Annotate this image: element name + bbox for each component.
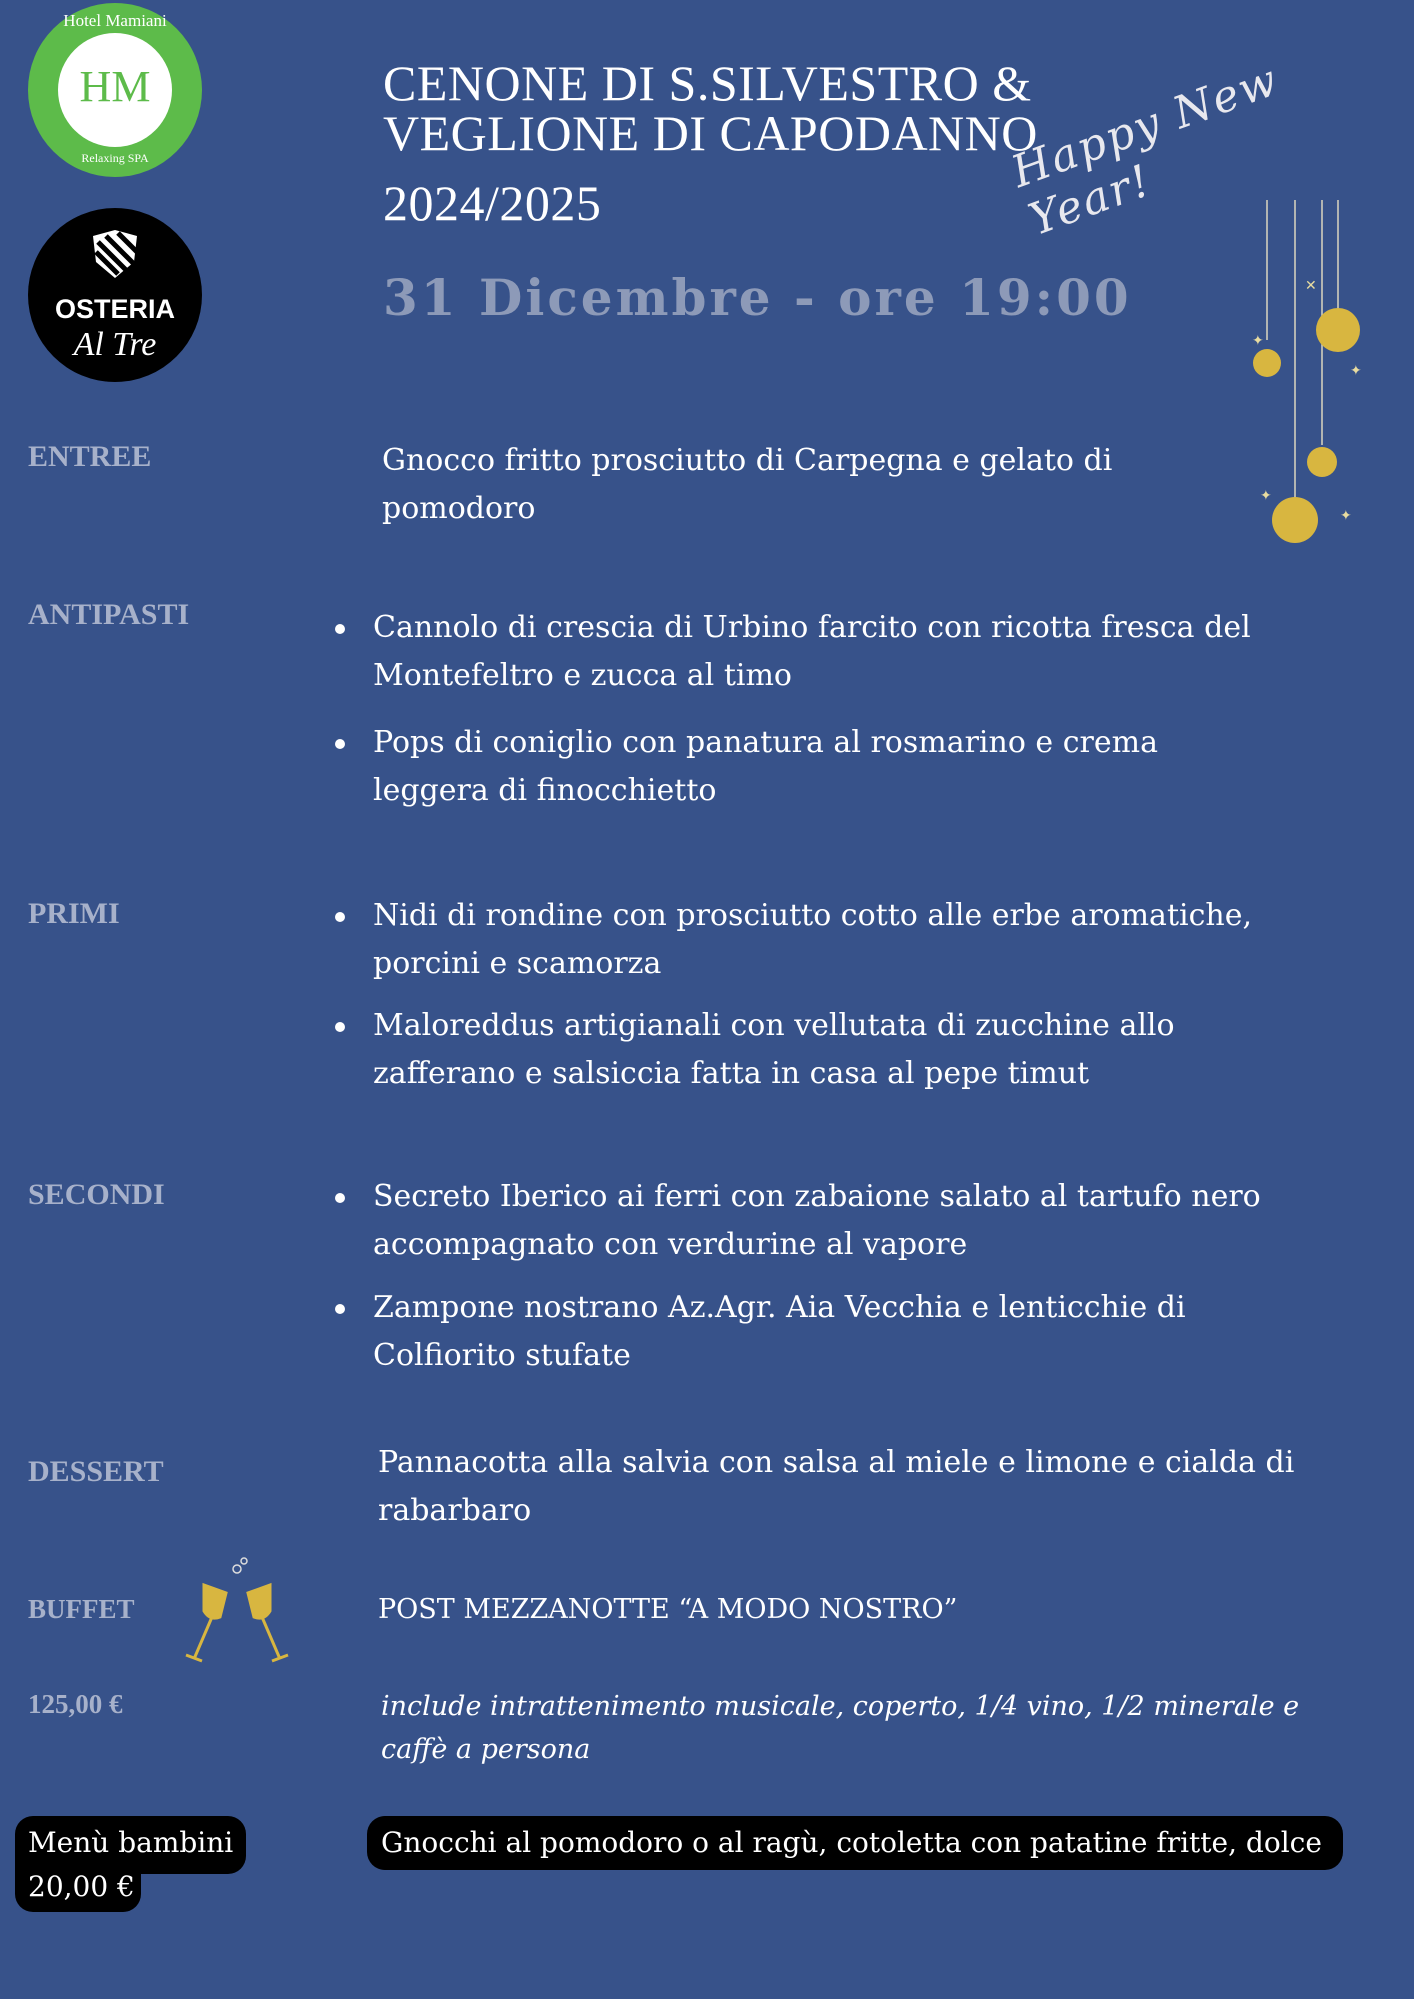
svg-text:✦: ✦ <box>1350 363 1362 379</box>
price-label: 125,00 € <box>28 1689 123 1719</box>
kids-menu-box <box>367 1816 1343 1870</box>
osteria-logo-line1: OSTERIA <box>54 294 175 324</box>
svg-text:✦: ✦ <box>1340 508 1352 524</box>
svg-text:✦: ✦ <box>1252 333 1264 349</box>
title-line-3: 2024/2025 <box>383 175 602 231</box>
section-label-antipasti: ANTIPASTI <box>28 598 190 631</box>
title-line-1: CENONE DI S.SILVESTRO & <box>383 55 1032 111</box>
secondi-item <box>373 1173 1373 1269</box>
primi-item <box>373 1002 1293 1098</box>
antipasti-item <box>373 604 1373 700</box>
osteria-logo-line2: Al Tre <box>73 326 157 363</box>
hotel-logo-letters: HM <box>79 62 151 111</box>
entree-text: Gnocco fritto prosciutto di Carpegna e gelato di pomodoro <box>382 443 1113 526</box>
item-text: Pops di coniglio con panatura al rosmarino e crema leggera di finocchietto <box>373 725 1158 808</box>
antipasti-item <box>373 719 1253 815</box>
kids-menu-label: Menù bambini <box>28 1826 234 1859</box>
champagne-glasses-icon <box>182 1555 292 1665</box>
hotel-logo-bottom: Relaxing SPA <box>81 151 149 165</box>
title-line-2: VEGLIONE DI CAPODANNO <box>383 105 1038 161</box>
hotel-mamiani-logo <box>28 3 202 177</box>
kids-menu-price: 20,00 € <box>28 1870 135 1903</box>
buffet-text: POST MEZZANOTTE “A MODO NOSTRO” <box>378 1594 958 1625</box>
section-label-primi: PRIMI <box>28 897 120 930</box>
item-text: Nidi di rondine con prosciutto cotto alle erbe aromatiche, porcini e scamorza <box>373 898 1253 981</box>
section-label-secondi: SECONDI <box>28 1178 165 1211</box>
item-text: Secreto Iberico ai ferri con zabaione salato al tartufo nero accompagnato con verdurine al vapore <box>373 1179 1261 1262</box>
dessert-text: Pannacotta alla salvia con salsa al miele e limone e cialda di rabarbaro <box>378 1445 1295 1528</box>
secondi-item <box>373 1284 1313 1380</box>
shield-icon <box>88 228 142 282</box>
hanging-ornaments-icon <box>1240 200 1370 550</box>
osteria-al-tre-logo <box>28 208 202 382</box>
section-label-buffet: BUFFET <box>28 1594 135 1624</box>
price-note: include intrattenimento musicale, coperto, 1/4 vino, 1/2 minerale e caffè a persona <box>381 1691 1300 1765</box>
item-text: Zampone nostrano Az.Agr. Aia Vecchia e lenticchie di Colfiorito stufate <box>373 1290 1186 1373</box>
item-text: Cannolo di crescia di Urbino farcito con ricotta fresca del Montefeltro e zucca al timo <box>373 610 1251 693</box>
svg-text:✕: ✕ <box>1305 278 1317 294</box>
primi-item <box>373 892 1353 988</box>
section-label-entree: ENTREE <box>28 440 152 473</box>
event-date: 31 Dicembre - ore 19:00 <box>383 268 1132 327</box>
hotel-logo-top: Hotel Mamiani <box>63 11 167 30</box>
kids-menu-text: Gnocchi al pomodoro o al ragù, cotoletta con patatine fritte, dolce <box>381 1826 1322 1859</box>
happy-new-year-greeting: Happy New Year! <box>1005 54 1286 246</box>
svg-text:✦: ✦ <box>1260 488 1272 504</box>
item-text: Maloreddus artigianali con vellutata di zucchine allo zafferano e salsiccia fatta in casa al pepe timut <box>373 1008 1175 1091</box>
section-label-dessert: DESSERT <box>28 1455 164 1488</box>
